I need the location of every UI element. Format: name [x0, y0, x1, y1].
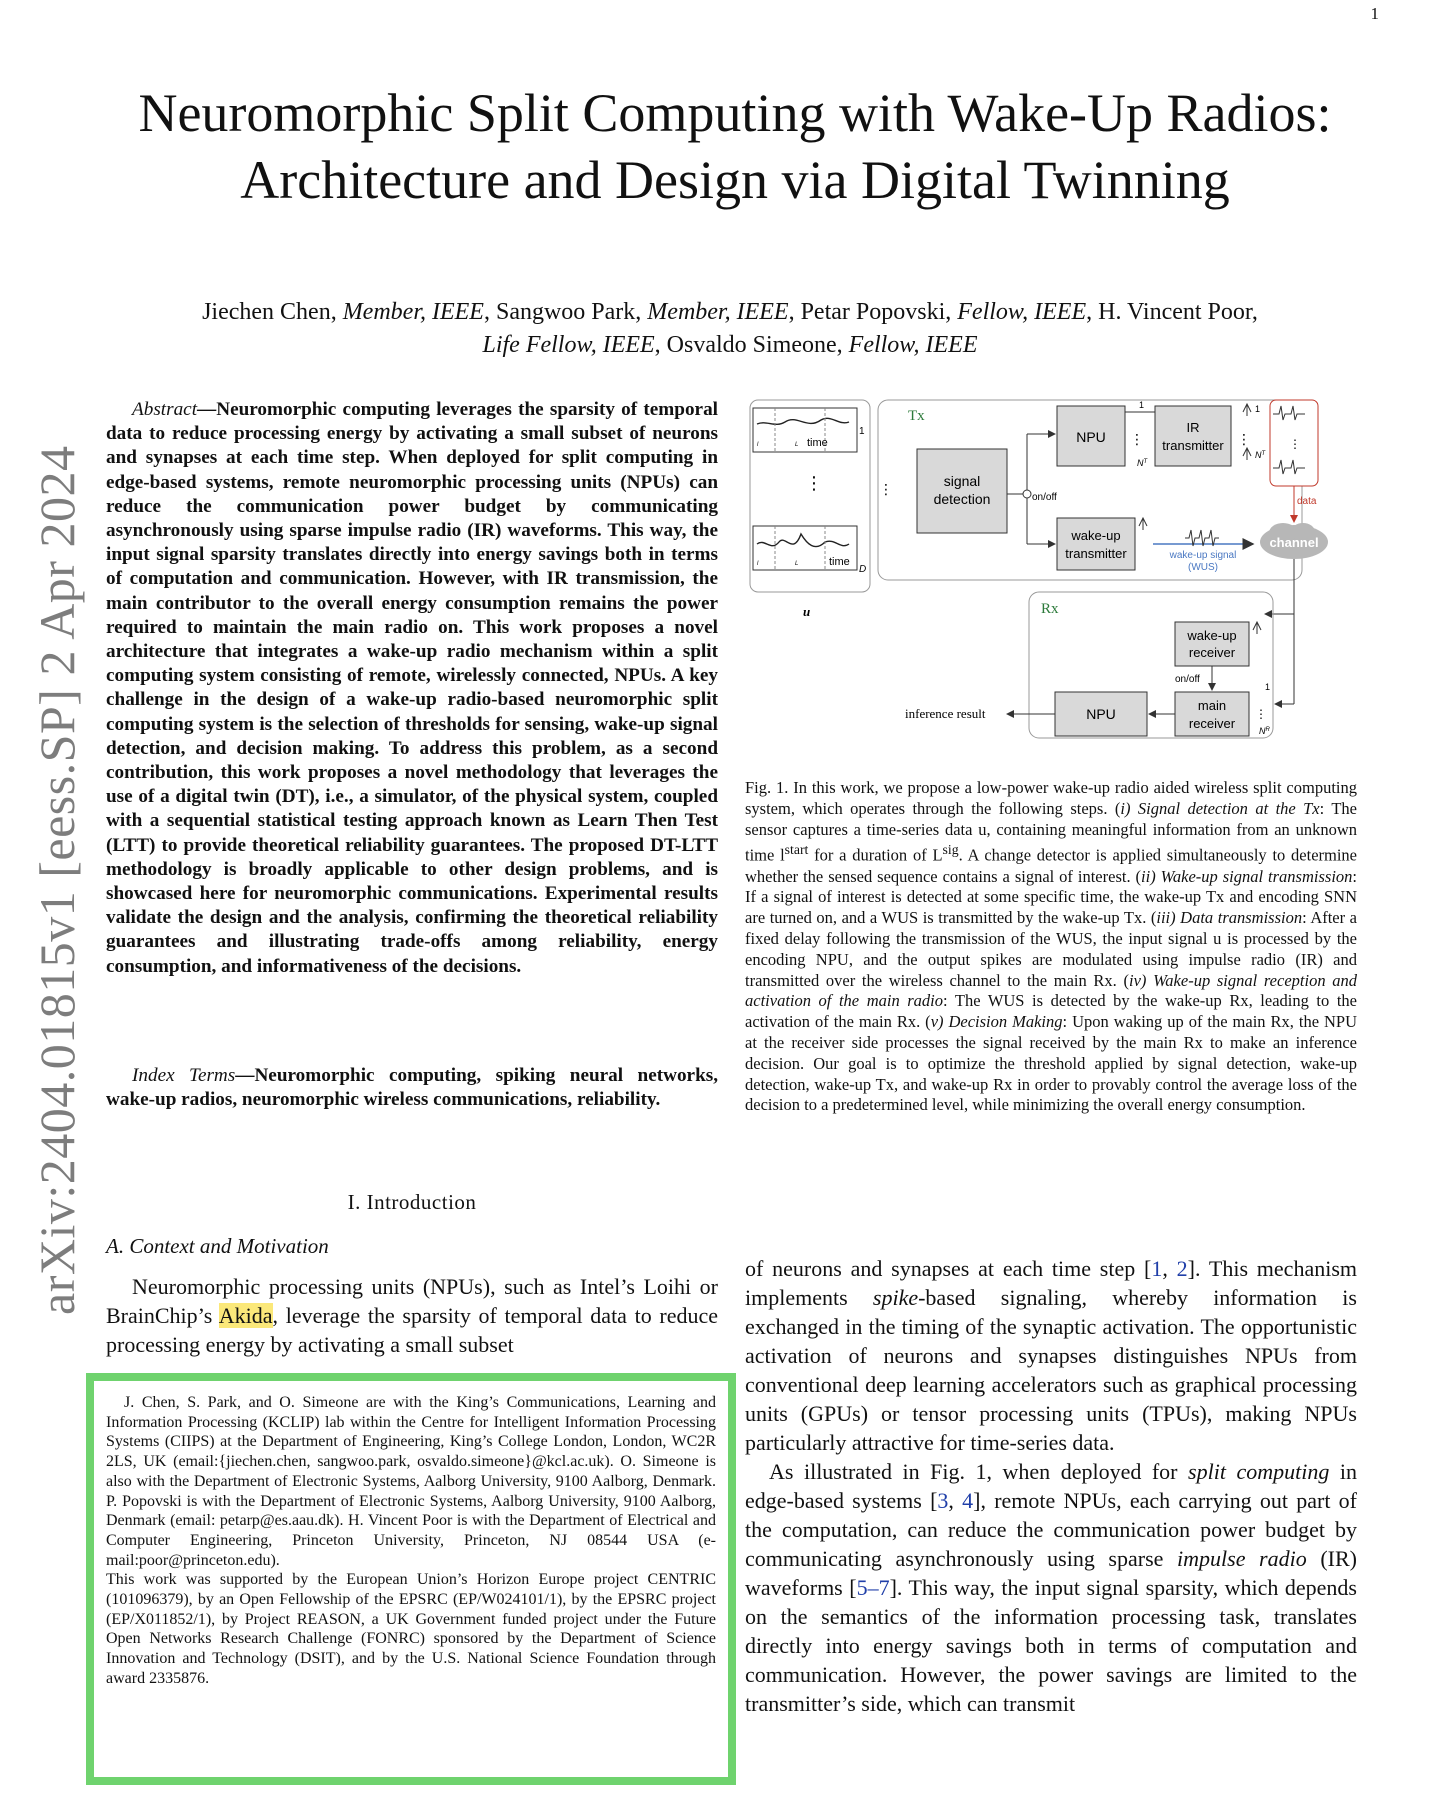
- vertical-dots: ⋮: [1255, 707, 1267, 721]
- vertical-dots: ⋮: [1237, 431, 1251, 447]
- intro-text: -based signaling, whereby information is exchanged in the timing of the synaptic activation. The opportunistic activation of neurons and synapses distinguishes NPUs from conventional deep learning accelerators such as graphical processing units (GPUs) or tensor processing units (TPUs), making NPUs particularly attractive for time-series data.: [745, 1285, 1357, 1455]
- citation-link[interactable]: 5–7: [856, 1575, 890, 1600]
- rx-label: Rx: [1041, 601, 1059, 617]
- nt-label: [1255, 450, 1267, 460]
- l-sig-label: L: [795, 561, 799, 567]
- l-sig-label: L: [795, 442, 799, 448]
- author-name: , Sangwoo Park,: [483, 299, 648, 325]
- author-affil: Member, IEEE: [342, 299, 484, 325]
- nr-label-sup: R: [1265, 727, 1270, 733]
- caption-step-title: ) Wake-up signal reception and activation of the main radio: [745, 970, 1357, 1011]
- d-label: D: [859, 564, 867, 575]
- nr-label-main: N: [1259, 726, 1266, 736]
- footnote-funding: This work was supported by the European Union’s Horizon Europe project CENTRIC (101096379), by an Open Fellowship of the EPSRC (EP/W024101/1), by the EPSRC project (EP/X011852/1), by Project REASON, a UK Government funded project under the Future Open Networks Research Challenge (FONRC) sponsored by the Department of Science Innovation and Technology (DSIT), and by the U.S. National Science Foundation through award 2335876.: [106, 1571, 716, 1687]
- tx-label: Tx: [908, 408, 925, 424]
- intro-text: (IR) waveforms [: [745, 1546, 1357, 1600]
- l-start-label: l: [757, 561, 759, 567]
- caption-text: : Upon waking up of the main Rx, the NPU at the receiver side processes the signal received by the main Rx to make an inference decision. Our goal is to optimize the threshold applied by signal detection, wake-up detection, wake-up Tx, and wake-up Rx in order to provably control the average loss of the decision to a predetermined level, while minimizing the overall energy consumption.: [745, 1012, 1358, 1115]
- wus-label: wake-up signal: [1169, 550, 1237, 561]
- footnote-box: [86, 1373, 736, 1785]
- index-terms-lead: Index Terms: [132, 1065, 236, 1086]
- index-one: 1: [1265, 682, 1271, 692]
- author-name: , Osvaldo Simeone,: [654, 332, 849, 358]
- intro-emphasis: impulse radio: [1177, 1546, 1307, 1571]
- on-off-label: on/off: [1032, 492, 1057, 503]
- author-affil: Fellow, IEEE: [848, 332, 978, 358]
- tx-npu-label: NPU: [1076, 429, 1106, 445]
- caption-step: iv: [1128, 970, 1141, 990]
- wakeup-transmitter-label: transmitter: [1065, 546, 1127, 561]
- on-off-label: on/off: [1175, 674, 1200, 685]
- caption-step: iii: [1156, 908, 1171, 928]
- caption-sup: start: [784, 842, 809, 858]
- citation-link[interactable]: 4: [962, 1488, 974, 1513]
- author-affil: Fellow, IEEE: [957, 299, 1087, 325]
- wus-label: (WUS): [1188, 562, 1218, 573]
- caption-step: v: [930, 1012, 939, 1032]
- intro-text: ], remote NPUs, each carrying out part of the computation, can reduce the communication power budget by communicating asynchronously using sparse: [745, 1488, 1357, 1571]
- intro-paragraph: [745, 1457, 1357, 1718]
- nr-label: [1259, 726, 1271, 736]
- ir-transmitter-label: transmitter: [1162, 438, 1224, 453]
- intro-text: in edge-based systems [: [745, 1459, 1357, 1513]
- nt-label: [1137, 458, 1149, 468]
- intro-text: ,: [1162, 1256, 1177, 1281]
- abstract-lead: Abstract: [132, 399, 198, 420]
- ir-transmitter-label: IR: [1186, 420, 1200, 435]
- intro-paragraph-left: [106, 1272, 718, 1359]
- rx-npu-label: NPU: [1086, 706, 1116, 722]
- citation-link[interactable]: 3: [937, 1488, 949, 1513]
- wakeup-receiver-label: receiver: [1188, 645, 1236, 660]
- citation-link[interactable]: 1: [1151, 1256, 1163, 1281]
- author-affil: Member, IEEE: [647, 299, 789, 325]
- main-receiver-label: receiver: [1188, 716, 1236, 731]
- channel-label: channel: [1269, 535, 1319, 550]
- caption-text: : The WUS is detected by the wake-up Rx, leading to the activation of the main Rx. (: [745, 991, 1357, 1032]
- data-label: data: [1297, 496, 1317, 507]
- index-terms-text: —Neuromorphic computing, spiking neural networks, wake-up radios, neuromorphic wireless communications, reliability.: [106, 1065, 719, 1111]
- antenna-icon: [1243, 448, 1251, 460]
- author-name: , Petar Popovski,: [788, 299, 958, 325]
- abstract: [106, 398, 718, 979]
- input-signal-1: [753, 408, 857, 452]
- intro-text: , leverage the sparsity of temporal data to reduce processing energy by activating a small subset: [106, 1303, 718, 1357]
- paper-title: Neuromorphic Split Computing with Wake-Up Radios: Architecture and Design via Digital Twinning: [138, 83, 1332, 210]
- ir-transmitter-block: [1155, 406, 1231, 466]
- nt-label-sup: T: [1143, 459, 1148, 465]
- subsection-heading: A. Context and Motivation: [106, 1234, 329, 1258]
- caption-text: : If a signal of interest is detected at some specific time, the wake-up Tx and encoding SNN are turned on, and a WUS is transmitted by the wake-up Tx. (: [745, 866, 1357, 928]
- index-one: 1: [1139, 400, 1145, 410]
- highlighted-word[interactable]: Akida: [218, 1303, 273, 1328]
- vertical-dots: ⋮: [1289, 437, 1301, 451]
- antenna-icon: [1139, 518, 1147, 530]
- antenna-icon: [1243, 404, 1251, 416]
- wakeup-transmitter-block: [1057, 518, 1135, 570]
- caption-step-title: ) Decision Making: [938, 1012, 1063, 1032]
- intro-text: ]. This way, the input signal sparsity, which depends on the semantics of the information processing task, translates directly into energy savings both in terms of computation and communication. However, the power savings are limited to the transmitter’s side, which can transmit: [745, 1575, 1357, 1716]
- inference-result-label: inference result: [905, 706, 986, 721]
- wakeup-transmitter-label: wake-up: [1071, 528, 1121, 543]
- wakeup-receiver-label: wake-up: [1187, 628, 1237, 643]
- caption-text: Fig. 1. In this work, we propose a low-power wake-up radio aided wireless split computing system, which operates through the following steps. (: [745, 778, 1357, 818]
- caption-text: : After a fixed delay following the transmission of the WUS, the input signal u is processed by the encoding NPU, and the output spikes are modulated using impulse radio (IR) and transmitted over the wireless channel to the main Rx. (: [745, 908, 1357, 990]
- section-heading: I. Introduction: [347, 1190, 477, 1214]
- index-terms: [106, 1064, 718, 1112]
- caption-step: i: [1120, 798, 1125, 818]
- time-label: time: [807, 437, 828, 449]
- antenna-icon: [1253, 622, 1261, 634]
- index-one: 1: [859, 426, 865, 437]
- caption-text: : The sensor captures a time-series data u, containing meaningful information from an unknown time l: [745, 798, 1357, 865]
- intro-text: of neurons and synapses at each time step [: [745, 1256, 1152, 1281]
- citation-link[interactable]: 2: [1176, 1256, 1188, 1281]
- signal-detection-label: signal: [943, 473, 981, 489]
- time-label: time: [829, 556, 850, 568]
- signal-detection-label: detection: [933, 491, 991, 507]
- intro-paragraph: [745, 1254, 1357, 1457]
- caption-sup: sig: [942, 842, 959, 858]
- main-receiver-label: main: [1197, 698, 1227, 713]
- intro-paragraph-right: [745, 1254, 1357, 1718]
- footnote-affiliations: J. Chen, S. Park, and O. Simeone are with the King’s Communications, Learning and Information Processing (KCLIP) lab within the Centre for Intelligent Information Processing Systems (CIIPS) at the Department of Engineering, King’s College London, London, WC2R 2LS, UK (email:{jiechen.chen, sangwoo.park, osvaldo.simeone}@kcl.ac.uk). O. Simeone is also with the Department of Electronic Systems, Aalborg University, 9100 Aalborg, Denmark. P. Popovski is with the Department of Electronic Systems, Aalborg University, 9100 Aalborg, Denmark (email: petarp@es.aau.dk). H. Vincent Poor is with the Department of Electrical and Computer Engineering, Princeton University, Princeton, NJ 08544 USA (e-mail:poor@princeton.edu).: [106, 1394, 716, 1569]
- arxiv-stamp: arXiv:2404.01815v1 [eess.SP] 2 Apr 2024: [29, 445, 85, 1315]
- caption-text: . A change detector is applied simultaneously to determine whether the sensed sequence contains a signal of interest. (: [745, 845, 1357, 886]
- caption-step-title: ) Data transmission: [1170, 908, 1303, 928]
- nt-label-sup: T: [1261, 451, 1266, 457]
- intro-text: As illustrated in Fig. 1, when deployed for: [769, 1459, 1189, 1484]
- caption-step-title: ) Signal detection at the Tx: [1124, 798, 1320, 818]
- page-number: 1: [1370, 4, 1379, 23]
- intro-emphasis: split computing: [1188, 1459, 1330, 1484]
- intro-text: Neuromorphic processing units (NPUs), such as Intel’s Loihi or BrainChip’s: [106, 1274, 718, 1328]
- system-diagram: [745, 394, 1365, 754]
- intro-text: ,: [948, 1488, 963, 1513]
- caption-step: ii: [1141, 866, 1151, 886]
- author-affil: Life Fellow, IEEE: [482, 332, 655, 358]
- intro-text: ]. This mechanism implements: [745, 1256, 1357, 1310]
- index-one: 1: [1255, 404, 1261, 414]
- nt-label-main: N: [1255, 450, 1262, 460]
- author-list: [110, 296, 1350, 362]
- intro-emphasis: spike: [872, 1285, 919, 1310]
- u-label: u: [803, 604, 811, 619]
- author-name: , H. Vincent Poor,: [1086, 299, 1258, 325]
- vertical-dots: ⋮: [805, 473, 823, 493]
- caption-text: for a duration of L: [808, 845, 943, 865]
- figure-caption: [745, 778, 1357, 1116]
- author-name: Jiechen Chen,: [202, 299, 343, 325]
- vertical-dots: ⋮: [1130, 431, 1144, 447]
- figure-1: [745, 394, 1365, 754]
- abstract-text: —Neuromorphic computing leverages the sparsity of temporal data to reduce processing energy by activating a small subset of neurons and synapses at each time step. When deployed for split computing in edge-based systems, remote neuromorphic processing units (NPUs) can reduce the communication power budget by communicating asynchronously using sparse impulse radio (IR) waveforms. This way, the input signal sparsity translates directly into energy savings both in terms of computation and communication. However, with IR transmission, the main contributor to the overall energy consumption remains the power required to maintain the main radio on. This work proposes a novel architecture that integrates a wake-up radio mechanism within a split computing system consisting of remote, wirelessly connected, NPUs. A key challenge in the design of a wake-up radio-based neuromorphic split computing system is the selection of thresholds for sensing, wake-up signal detection, and decision making. To address this problem, as a second contribution, this work proposes a novel methodology that leverages the use of a digital twin (DT), i.e., a simulator, of the physical system, coupled with a sequential statistical testing approach known as Learn Then Test (LTT) to provide theoretical reliability guarantees. The proposed DT-LTT methodology is broadly applicable to other design problems, and is showcased here for neuromorphic communications. Experimental results validate the design and the analysis, confirming the theoretical reliability guarantees and illustrating trade-offs among reliability, energy consumption, and informativeness of the decisions.: [106, 399, 718, 977]
- caption-step-title: ) Wake-up signal transmission: [1150, 866, 1353, 886]
- vertical-dots: ⋮: [879, 481, 893, 497]
- nt-label-main: N: [1137, 458, 1144, 468]
- l-start-label: l: [757, 442, 759, 448]
